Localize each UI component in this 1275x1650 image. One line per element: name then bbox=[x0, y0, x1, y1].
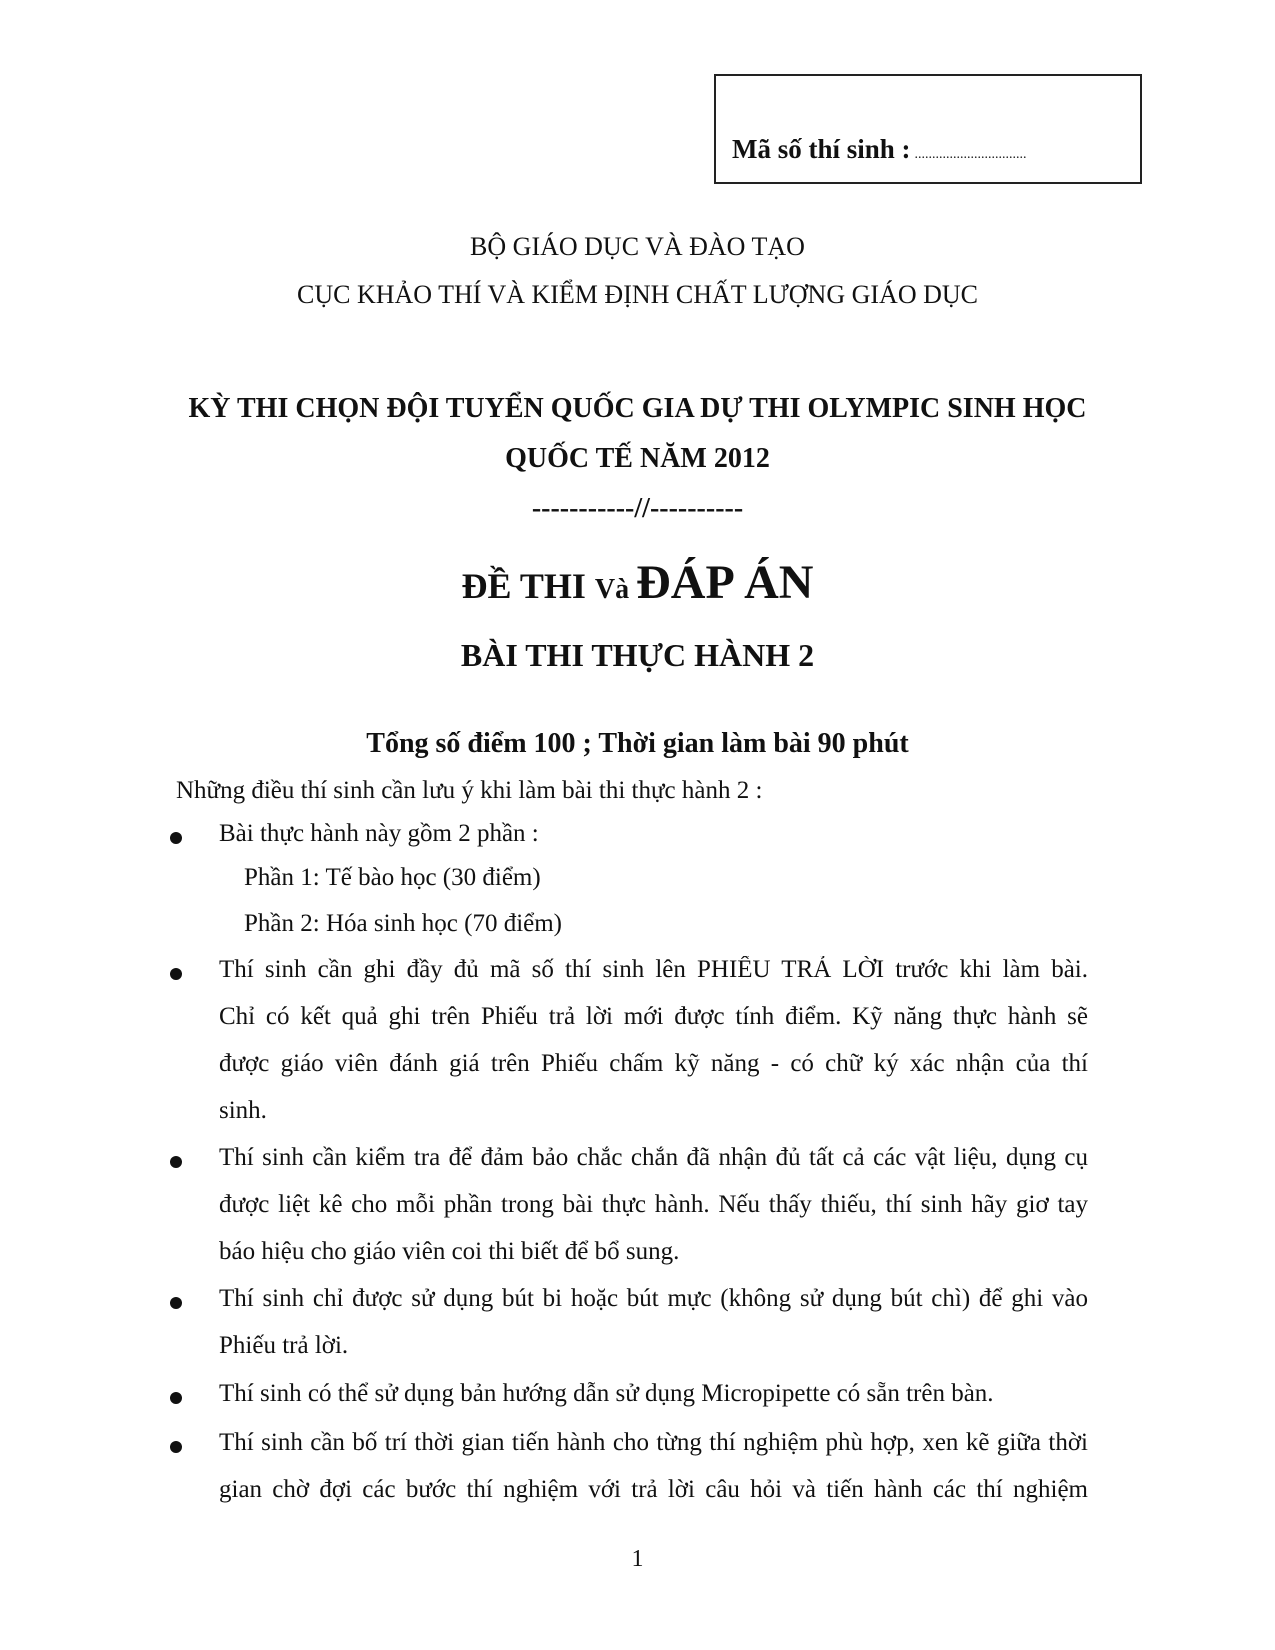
bullet-2-line-2: Chỉ có kết quả ghi trên Phiếu trả lời mới được tính điểm. Kỹ năng thực hành sẽ bbox=[219, 1003, 1088, 1030]
candidate-id-dots: ................................ bbox=[914, 147, 1027, 162]
bullet-6-line-1: Thí sinh cần bố trí thời gian tiến hành cho từng thí nghiệm phù hợp, xen kẽ giữa thời bbox=[219, 1429, 1088, 1456]
sub-title: BÀI THI THỰC HÀNH 2 bbox=[460, 637, 815, 673]
bullet-icon bbox=[170, 1441, 182, 1453]
exam-title-line-2: QUỐC TẾ NĂM 2012 bbox=[505, 443, 770, 474]
bullet-4-line-1: Thí sinh chỉ được sử dụng bút bi hoặc bút mực (không sử dụng bút chì) để ghi vào bbox=[219, 1285, 1088, 1312]
score-time-line: Tổng số điểm 100 ; Thời gian làm bài 90 phút bbox=[366, 728, 909, 759]
bullet-6-line-2: gian chờ đợi các bước thí nghiệm với trả lời câu hỏi và tiến hành các thí nghiệm bbox=[219, 1476, 1088, 1503]
candidate-id-label bbox=[732, 134, 1027, 165]
bullet-3-line-2: được liệt kê cho mỗi phần trong bài thực hành. Nếu thấy thiếu, thí sinh hãy giơ tay bbox=[219, 1191, 1088, 1218]
main-title-part-1: ĐỀ THI bbox=[461, 566, 595, 606]
notes-intro: Những điều thí sinh cần lưu ý khi làm bài thi thực hành 2 : bbox=[176, 777, 763, 804]
bullet-1-part-2: Phần 2: Hóa sinh học (70 điểm) bbox=[244, 910, 563, 937]
main-title bbox=[0, 555, 1275, 610]
bullet-3-line-1: Thí sinh cần kiểm tra để đảm bảo chắc chắn đã nhận đủ tất cả các vật liệu, dụng cụ bbox=[219, 1144, 1088, 1171]
bullet-icon bbox=[170, 1297, 182, 1309]
bullet-5-line-1: Thí sinh có thể sử dụng bản hướng dẫn sử dụng Micropipette có sẵn trên bàn. bbox=[219, 1380, 994, 1407]
candidate-id-box bbox=[714, 74, 1142, 184]
bullet-icon bbox=[170, 968, 182, 980]
department-name: CỤC KHẢO THÍ VÀ KIỂM ĐỊNH CHẤT LƯỢNG GIÁO DỤC bbox=[297, 280, 978, 309]
candidate-id-label-text: Mã số thí sinh : bbox=[732, 134, 911, 164]
exam-title-line-1: KỲ THI CHỌN ĐỘI TUYỂN QUỐC GIA DỰ THI OLYMPIC SINH HỌC bbox=[188, 393, 1087, 424]
bullet-3-line-3: báo hiệu cho giáo viên coi thi biết để bổ sung. bbox=[219, 1238, 680, 1265]
bullet-2-line-1: Thí sinh cần ghi đầy đủ mã số thí sinh lên PHIẾU TRẢ LỜI trước khi làm bài. bbox=[219, 956, 1088, 983]
title-separator: -----------//---------- bbox=[531, 493, 744, 524]
main-title-part-3: ĐÁP ÁN bbox=[636, 556, 814, 609]
bullet-1-part-1: Phần 1: Tế bào học (30 điểm) bbox=[244, 864, 541, 891]
bullet-4-line-2: Phiếu trả lời. bbox=[219, 1332, 349, 1359]
ministry-name: BỘ GIÁO DỤC VÀ ĐÀO TẠO bbox=[470, 232, 805, 261]
bullet-2-line-4: sinh. bbox=[219, 1097, 267, 1124]
main-title-part-2: Và bbox=[594, 574, 637, 605]
bullet-icon bbox=[170, 832, 182, 844]
bullet-1-line-1: Bài thực hành này gồm 2 phần : bbox=[219, 820, 539, 847]
page-number: 1 bbox=[631, 1546, 644, 1572]
bullet-icon bbox=[170, 1156, 182, 1168]
bullet-icon bbox=[170, 1392, 182, 1404]
bullet-2-line-3: được giáo viên đánh giá trên Phiếu chấm kỹ năng - có chữ ký xác nhận của thí bbox=[219, 1050, 1088, 1077]
